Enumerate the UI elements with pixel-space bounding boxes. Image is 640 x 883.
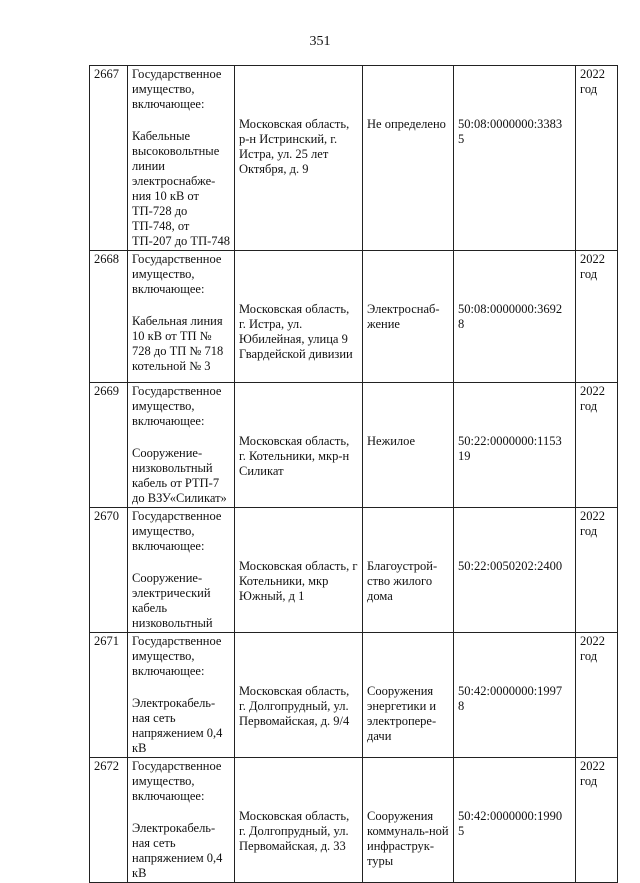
- object-heading: Государственное имущество, включающее:: [132, 509, 222, 553]
- row-number: 2672: [90, 758, 128, 883]
- cadastral-number: 50:22:0050202:2400: [458, 559, 563, 573]
- object-heading: Государственное имущество, включающее:: [132, 67, 222, 111]
- purpose-cell: [363, 508, 454, 633]
- object-heading: Государственное имущество, включающее:: [132, 759, 222, 803]
- page-number: 351: [309, 34, 331, 49]
- object-name: Сооружение-низковольтный кабель от РТП-7 до ВЗУ«Силикат»: [132, 446, 227, 505]
- object-name-cell: [128, 633, 235, 758]
- object-name: Электрокабель-ная сеть напряжением 0,4 кВ: [132, 696, 223, 755]
- object-name: Сооружение-электрический кабель низковольтный: [132, 571, 213, 630]
- purpose-cell: [363, 633, 454, 758]
- purpose: Электроснаб-жение: [367, 302, 440, 331]
- cadastral-number: 50:42:0000000:1990 5: [458, 809, 563, 838]
- address: Московская область, г Котельники, мкр Южный, д 1: [239, 559, 358, 603]
- purpose-cell: [363, 251, 454, 383]
- purpose: Не определено: [367, 117, 446, 131]
- row-number: 2671: [90, 633, 128, 758]
- purpose-cell: [363, 758, 454, 883]
- object-name: Кабельные высоковольтные линии электроснабже-ния 10 кВ от ТП-728 до ТП-748, от ТП-207 до ТП-748: [132, 129, 231, 248]
- cadastral-number: 50:08:0000000:3692 8: [458, 302, 563, 331]
- address: Московская область, г. Долгопрудный, ул. Первомайская, д. 9/4: [239, 684, 350, 728]
- address-cell: [235, 383, 363, 508]
- cadastral-cell: [454, 758, 576, 883]
- row-number: 2669: [90, 383, 128, 508]
- address-cell: [235, 508, 363, 633]
- cadastral-cell: [454, 633, 576, 758]
- object-name-cell: [128, 251, 235, 383]
- object-heading: Государственное имущество, включающее:: [132, 634, 222, 678]
- year-cell: 2022 год: [576, 508, 618, 633]
- cadastral-cell: [454, 66, 576, 251]
- address: Московская область, г. Истра, ул. Юбилейная, улица 9 Гвардейской дивизии: [239, 302, 353, 361]
- table-row: [90, 251, 618, 383]
- purpose-cell: [363, 66, 454, 251]
- purpose: Нежилое: [367, 434, 416, 448]
- row-number: 2667: [90, 66, 128, 251]
- object-name-cell: [128, 758, 235, 883]
- table-row: [90, 508, 618, 633]
- address-cell: [235, 633, 363, 758]
- address: Московская область, р-н Истринский, г. Истра, ул. 25 лет Октября, д. 9: [239, 117, 350, 176]
- object-name-cell: [128, 508, 235, 633]
- cadastral-cell: [454, 251, 576, 383]
- purpose-cell: [363, 383, 454, 508]
- table-row: [90, 633, 618, 758]
- address-cell: [235, 251, 363, 383]
- purpose: Благоустрой-ство жилого дома: [367, 559, 438, 603]
- object-heading: Государственное имущество, включающее:: [132, 252, 222, 296]
- cadastral-number: 50:08:0000000:3383 5: [458, 117, 563, 146]
- cadastral-cell: [454, 508, 576, 633]
- purpose: Сооружения коммуналь-ной инфраструк-туры: [367, 809, 449, 868]
- table-row: [90, 758, 618, 883]
- object-name-cell: [128, 66, 235, 251]
- year-cell: 2022 год: [576, 633, 618, 758]
- purpose: Сооружения энергетики и электропере-дачи: [367, 684, 437, 743]
- address: Московская область, г. Котельники, мкр-н Силикат: [239, 434, 350, 478]
- year-cell: 2022 год: [576, 383, 618, 508]
- address-cell: [235, 66, 363, 251]
- object-name: Электрокабель-ная сеть напряжением 0,4 кВ: [132, 821, 223, 880]
- year-cell: 2022 год: [576, 251, 618, 383]
- object-name-cell: [128, 383, 235, 508]
- row-number: 2668: [90, 251, 128, 383]
- year-cell: 2022 год: [576, 66, 618, 251]
- address-cell: [235, 758, 363, 883]
- cadastral-number: 50:22:0000000:1153 19: [458, 434, 562, 463]
- object-name: Кабельная линия 10 кВ от ТП № 728 до ТП № 718 котельной № 3: [132, 314, 224, 373]
- cadastral-cell: [454, 383, 576, 508]
- cadastral-number: 50:42:0000000:1997 8: [458, 684, 563, 713]
- year-cell: 2022 год: [576, 758, 618, 883]
- object-heading: Государственное имущество, включающее:: [132, 384, 222, 428]
- table-row: [90, 66, 618, 251]
- table-row: [90, 383, 618, 508]
- row-number: 2670: [90, 508, 128, 633]
- address: Московская область, г. Долгопрудный, ул. Первомайская, д. 33: [239, 809, 350, 853]
- property-register-table: [89, 65, 618, 883]
